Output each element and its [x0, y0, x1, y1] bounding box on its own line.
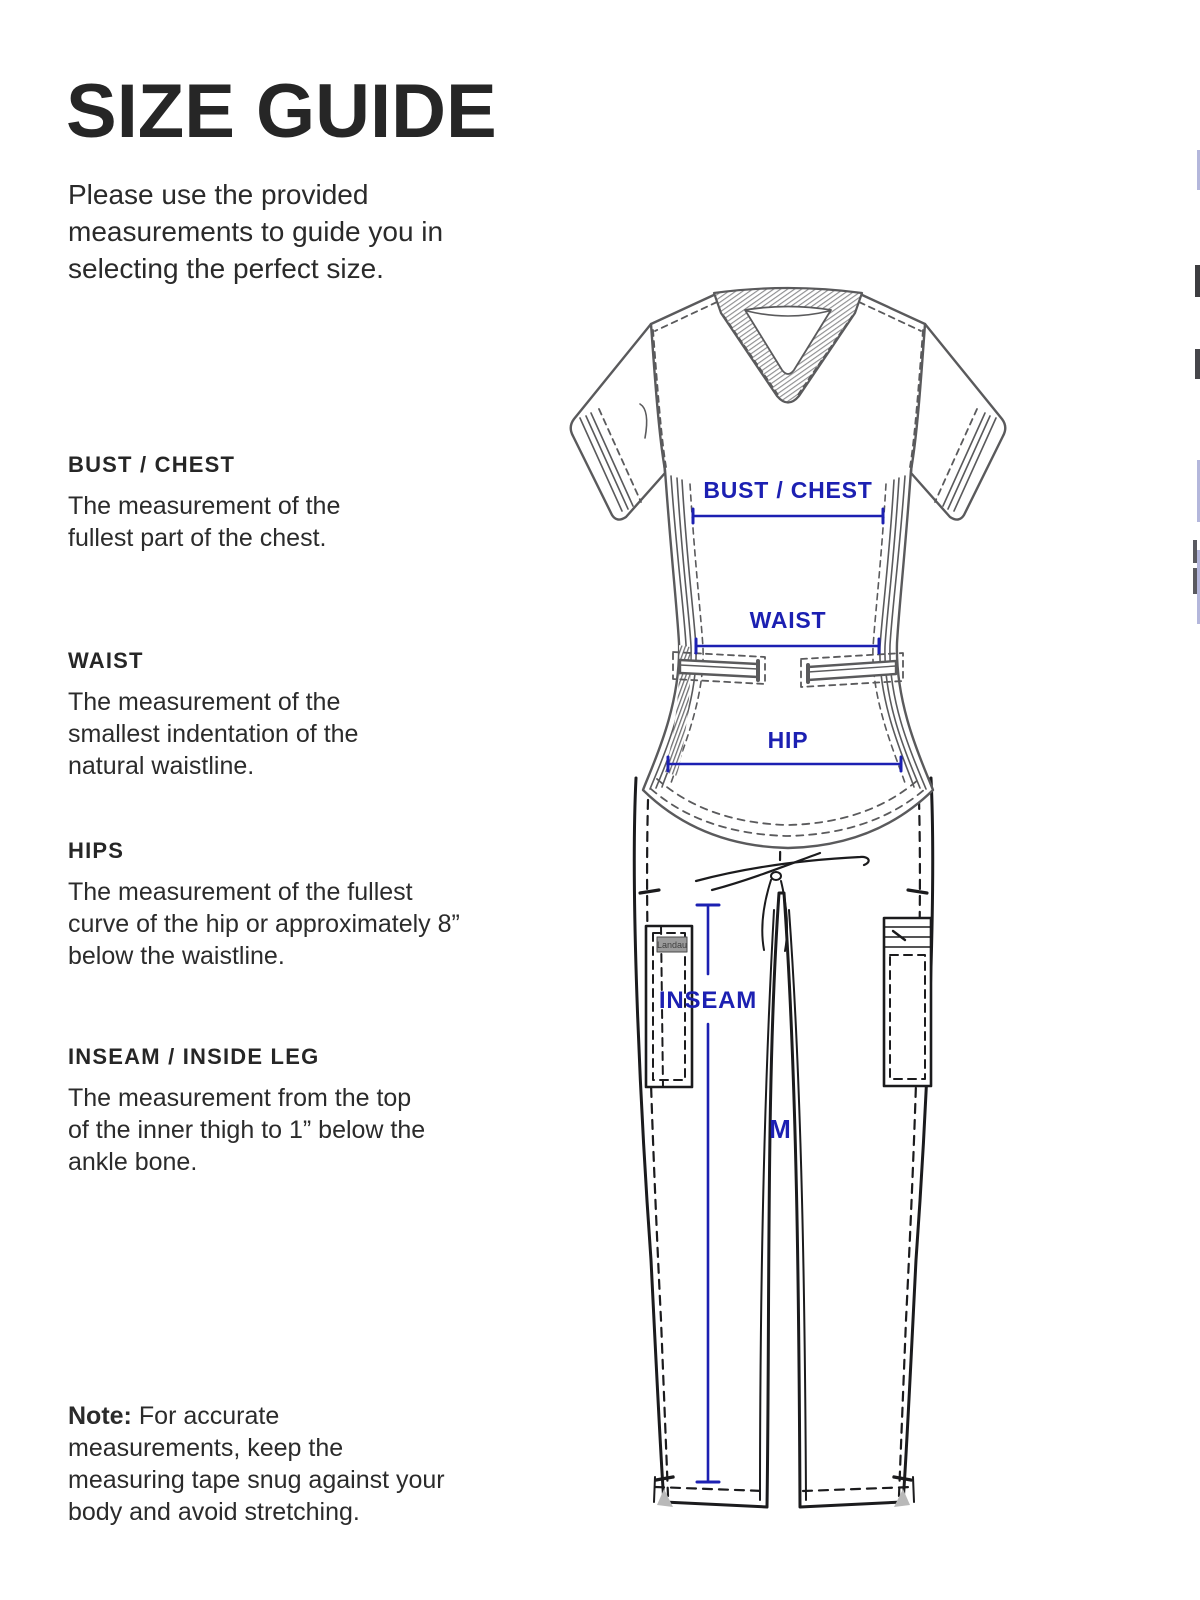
bust-label: BUST / CHEST [703, 477, 873, 503]
section-heading: WAIST [68, 648, 144, 673]
section-body: The measurement of the fullest curve of the hip or approximately 8” below the waistline. [68, 878, 460, 970]
note-text: Note: For accurate measurements, keep the measuring tape snug against your body and avoid stretching. [68, 1402, 445, 1526]
inseam-label: INSEAM [658, 987, 758, 1014]
waist-label: WAIST [749, 607, 827, 633]
section-body: The measurement of the smallest indentation of the natural waistline. [68, 688, 359, 780]
note-label: Note: [68, 1402, 132, 1430]
section-heading: HIPS [68, 838, 125, 863]
svg-text:Landau: Landau [656, 940, 688, 950]
brand-tag [657, 937, 687, 952]
page-title: SIZE GUIDE [66, 69, 497, 154]
page-edge-artifact [1195, 349, 1200, 379]
intro-text: Please use the provided measurements to guide you in selecting the perfect size. [68, 179, 444, 284]
section-heading: BUST / CHEST [68, 452, 236, 477]
section-body: The measurement of the fullest part of the chest. [68, 492, 341, 552]
hip-label: HIP [767, 727, 809, 753]
section-body: The measurement from the top of the inner thigh to 1” below the ankle bone. [68, 1084, 426, 1176]
page-edge-artifact [1195, 265, 1200, 297]
size-label: M [769, 1114, 791, 1144]
section-heading: INSEAM / INSIDE LEG [68, 1044, 320, 1069]
